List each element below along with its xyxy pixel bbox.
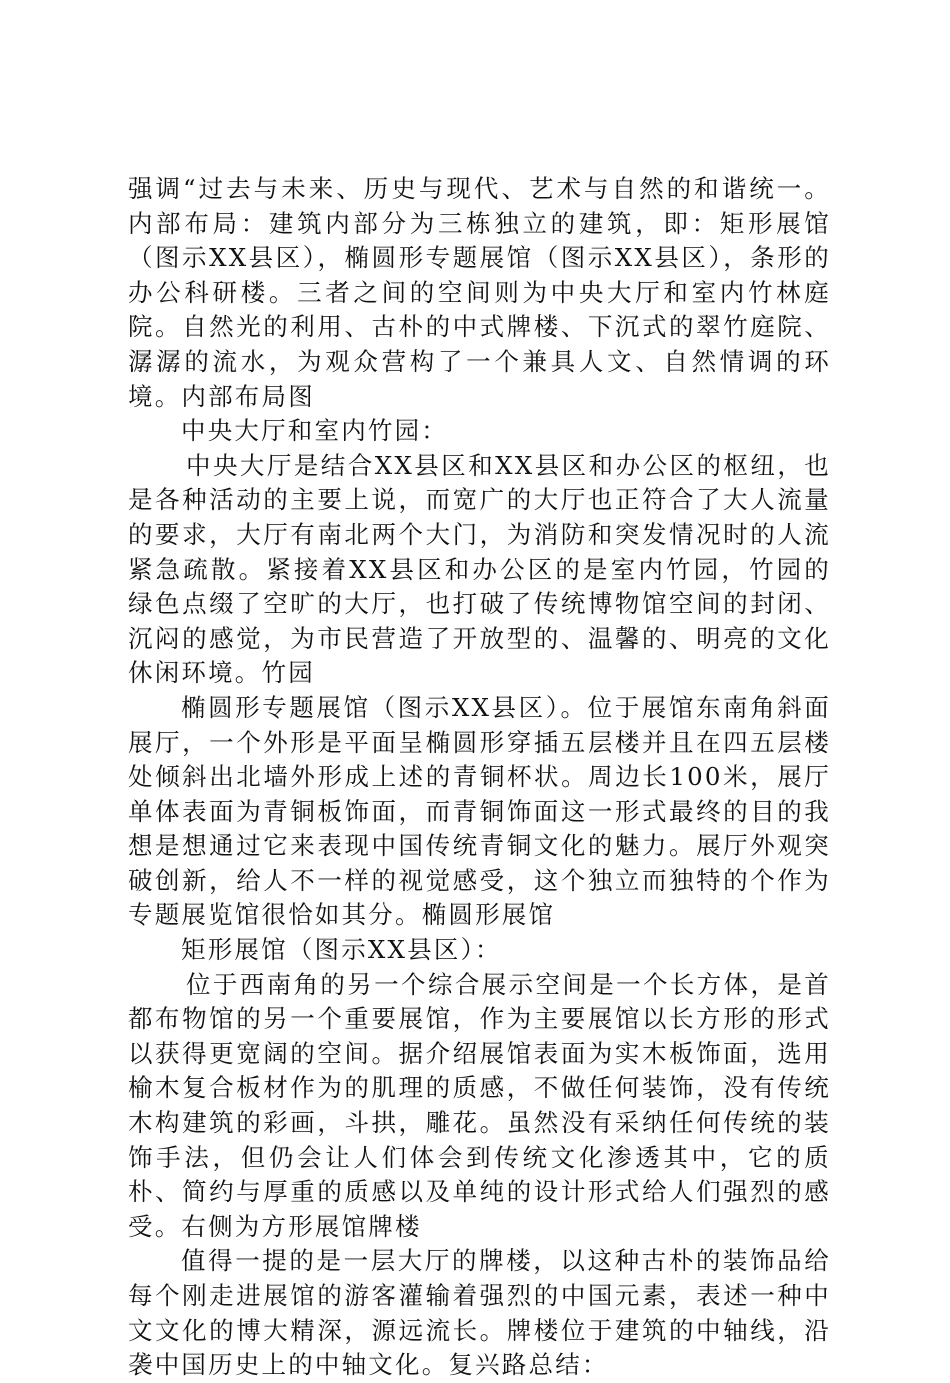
- heading-central-hall: 中央大厅和室内竹园：: [181, 416, 448, 446]
- document-body: [128, 172, 831, 1383]
- heading-rectangular-hall: 矩形展馆（图示XX县区）：: [181, 935, 502, 965]
- paragraph-rectangular-hall: 位于西南角的另一个综合展示空间是一个长方体，是首都布物馆的另一个重要展馆，作为主要展馆以长方形的形式以获得更宽阔的空间。据介绍展馆表面为实木板饰面，选用榆木复合板材作为的肌理的质感，不做任何装饰，没有传统木构建筑的彩画，斗拱，雕花。虽然没有采纳任何传统的装饰手法，但仍会让人们体会到传统文化渗透其中，它的质朴、简约与厚重的质感以及单纯的设计形式给人们强烈的感受。右侧为方形展馆牌楼: [128, 969, 831, 1241]
- paragraph-oval-hall: 椭圆形专题展馆（图示XX县区）。位于展馆东南角斜面展厅，一个外形是平面呈椭圆形穿插五层楼并且在四五层楼处倾斜出北墙外形成上述的青铜杯状。周边长100米，展厅单体表面为青铜板饰面，而青铜饰面这一形式最终的目的我想是想通过它来表现中国传统青铜文化的魅力。展厅外观突破创新，给人不一样的视觉感受，这个独立而独特的个作为专题展览馆很恰如其分。椭圆形展馆: [128, 692, 831, 930]
- paragraph-intro: 强调“过去与未来、历史与现代、艺术与自然的和谐统一。内部布局：建筑内部分为三栋独立的建筑，即：矩形展馆（图示XX县区），椭圆形专题展馆（图示XX县区），条形的办公科研楼。三者之间的空间则为中央大厅和室内竹林庭院。自然光的利用、古朴的中式牌楼、下沉式的翠竹庭院、潺潺的流水，为观众营构了一个兼具人文、自然情调的环境。内部布局图: [128, 174, 831, 411]
- paragraph-central-hall: 中央大厅是结合XX县区和XX县区和办公区的枢纽，也是各种活动的主要上说，而宽广的大厅也正符合了大人流量的要求，大厅有南北两个大门，为消防和突发情况时的人流紧急疏散。紧接着XX县区和办公区的是室内竹园，竹园的绿色点缀了空旷的大厅，也打破了传统博物馆空间的封闭、沉闷的感觉，为市民营造了开放型的、温馨的、明亮的文化休闲环境。竹园: [128, 450, 831, 688]
- paragraph-archway: 值得一提的是一层大厅的牌楼，以这种古朴的装饰品给每个刚走进展馆的游客灌输着强烈的中国元素，表述一种中文文化的博大精深，源远流长。牌楼位于建筑的中轴线，沿袭中国历史上的中轴文化。复兴路总结：: [128, 1246, 831, 1380]
